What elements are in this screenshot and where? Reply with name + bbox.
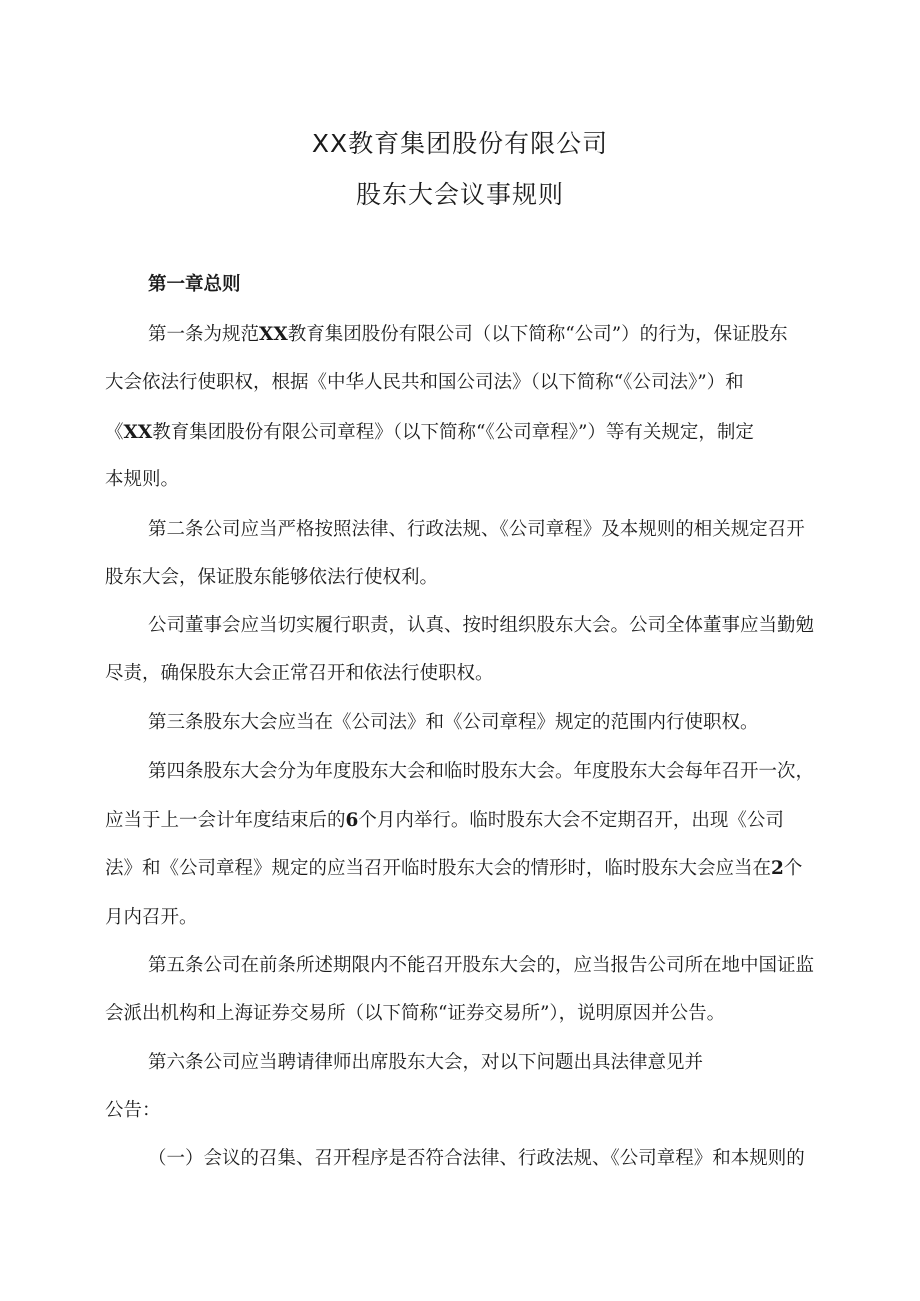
article-1-line-1: 第一条为规范XX教育集团股份有限公司（以下简称“公司”）的行为，保证股东 [148,324,788,345]
article-4-line-3: 法》和《公司章程》规定的应当召开临时股东大会的情形时，临时股东大会应当在2个 [105,858,803,879]
article-6-line-1: 第六条公司应当聘请律师出席股东大会，对以下问题出具法律意见并 [148,1052,704,1073]
article-2-para-2-line-1: 公司董事会应当切实履行职责，认真、按时组织股东大会。公司全体董事应当勤勉 [148,615,815,636]
document-subtitle: 股东大会议事规则 [355,180,564,209]
article-5-line-2: 会派出机构和上海证券交易所（以下简称“证券交易所”），说明原因并公告。 [105,1003,726,1024]
article-4-line-4: 月内召开。 [105,907,198,928]
article-6-item-1: （一）会议的召集、召开程序是否符合法律、行政法规、《公司章程》和本规则的 [148,1148,805,1169]
article-2-line-2: 股东大会，保证股东能够依法行使权利。 [105,567,439,588]
article-4-line-1: 第四条股东大会分为年度股东大会和临时股东大会。年度股东大会每年召开一次， [148,761,815,782]
article-6-line-2: 公告： [105,1100,161,1121]
document-title: XX教育集团股份有限公司 [311,129,609,158]
article-4-line-2: 应当于上一会计年度结束后的6个月内举行。临时股东大会不定期召开，出现《公司 [105,810,784,831]
article-5-line-1: 第五条公司在前条所述期限内不能召开股东大会的，应当报告公司所在地中国证监 [148,955,815,976]
chapter-heading: 第一章总则 [148,274,241,295]
article-2-line-1: 第二条公司应当严格按照法律、行政法规、《公司章程》及本规则的相关规定召开 [148,519,805,540]
article-2-para-2-line-2: 尽责，确保股东大会正常召开和依法行使职权。 [105,663,494,684]
article-1-line-3: 《XX教育集团股份有限公司章程》（以下简称“《公司章程》”）等有关规定，制定 [105,422,754,443]
article-1-line-2: 大会依法行使职权，根据《中华人民共和国公司法》（以下简称“《公司法》”）和 [105,372,744,393]
article-1-line-4: 本规则。 [105,469,180,490]
article-3-line-1: 第三条股东大会应当在《公司法》和《公司章程》规定的范围内行使职权。 [148,712,759,733]
